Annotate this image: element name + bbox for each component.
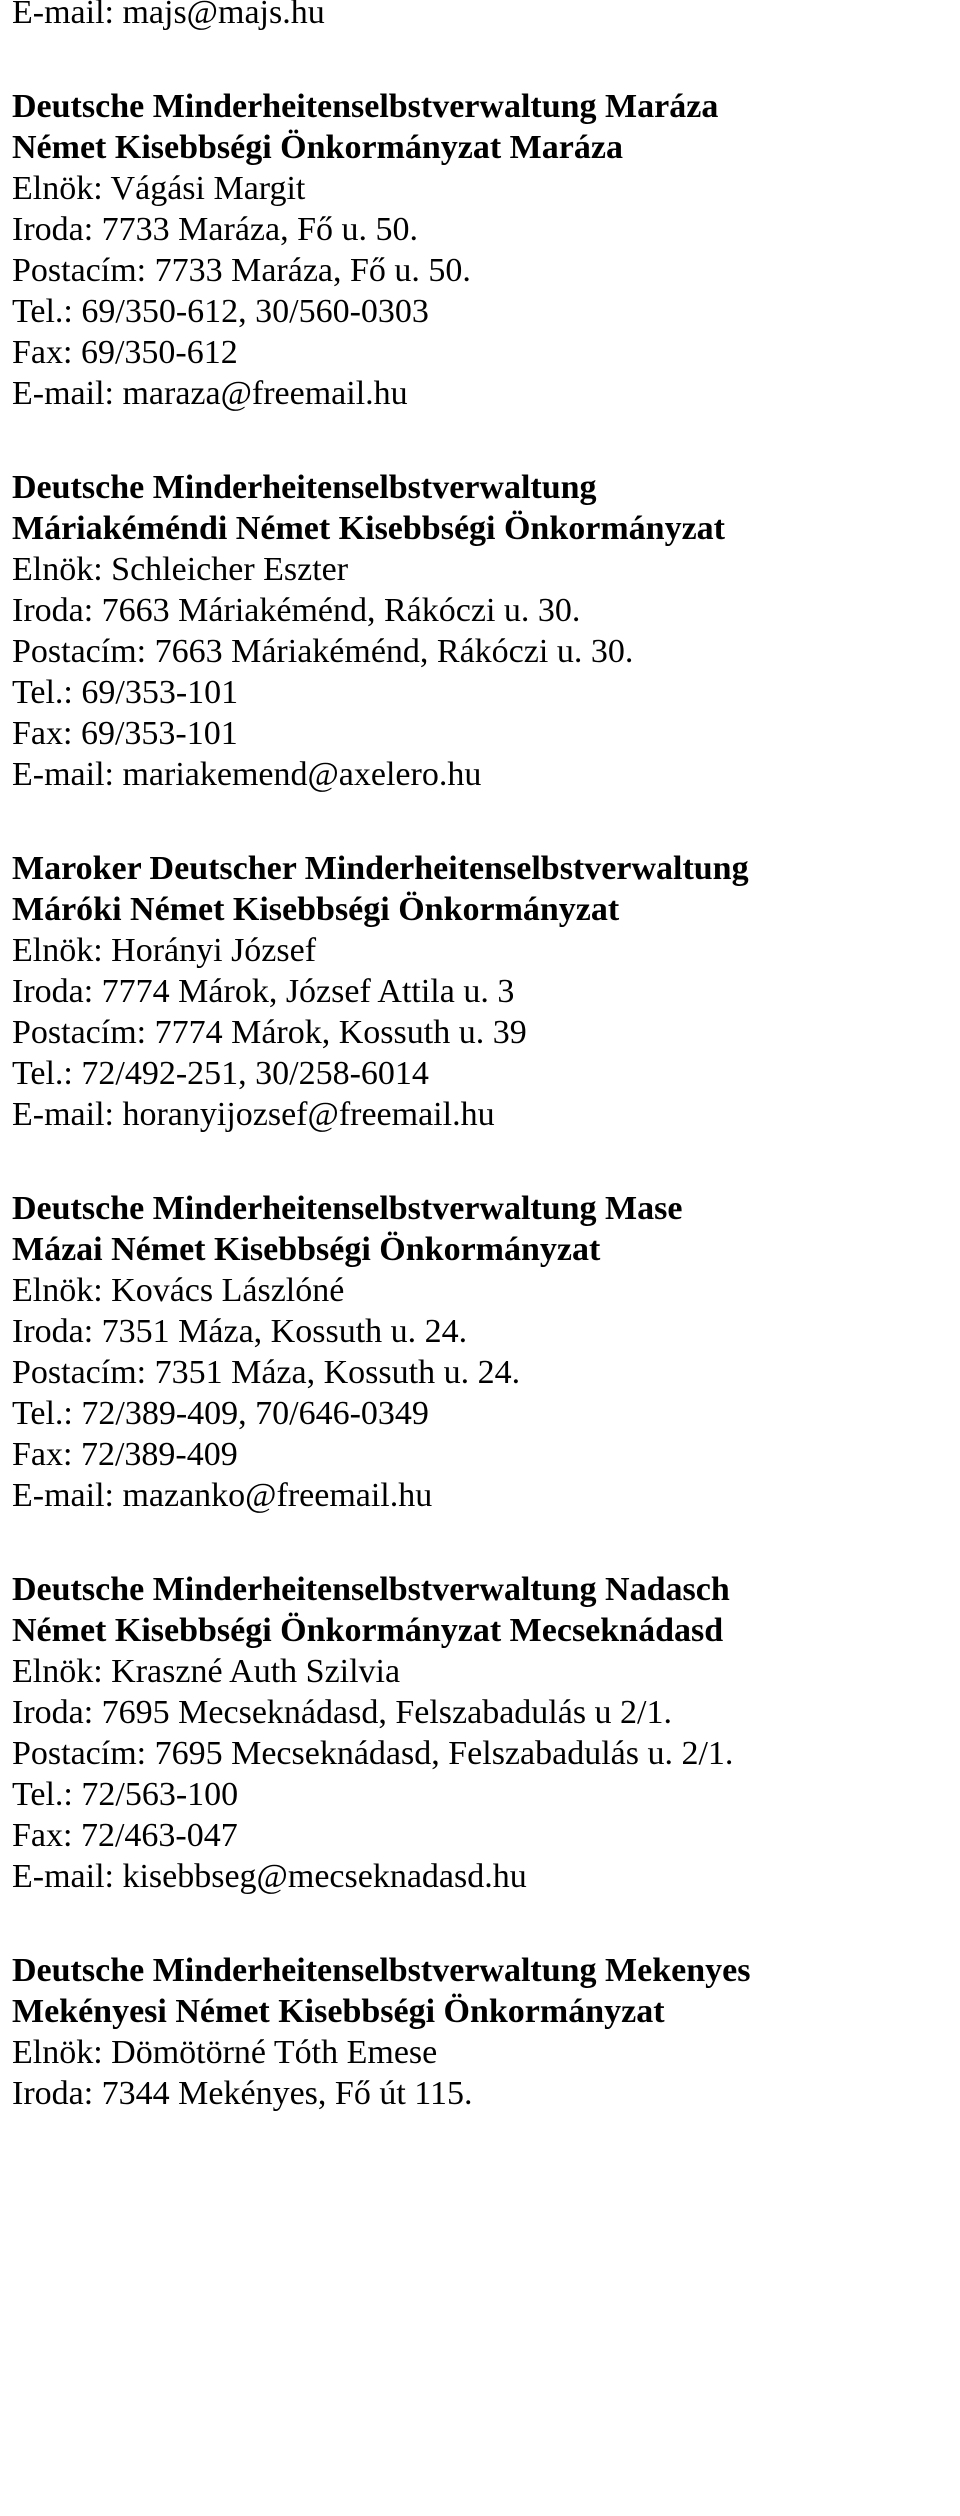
entry-maraza: [12, 87, 952, 415]
section-gap: [12, 34, 952, 87]
section-gap: [12, 796, 952, 849]
entry-line: E-mail: kisebbseg@mecseknadasd.hu: [12, 1858, 527, 1895]
entry-heading: Deutsche Minderheitenselbstverwaltung Nadasch: [12, 1571, 730, 1608]
entry-line: Postacím: 7733 Maráza, Fő u. 50.: [12, 252, 471, 289]
entry-line: Fax: 72/463-047: [12, 1817, 238, 1854]
section-gap: [12, 1898, 952, 1951]
entry-line: Elnök: Kraszné Auth Szilvia: [12, 1653, 401, 1690]
entry-line: Elnök: Vágási Margit: [12, 170, 306, 207]
entry-heading: Német Kisebbségi Önkormányzat Mecseknádasd: [12, 1612, 724, 1649]
entry-line: Postacím: 7774 Márok, Kossuth u. 39: [12, 1014, 527, 1051]
entry-heading: Német Kisebbségi Önkormányzat Maráza: [12, 129, 623, 166]
entry-line: Tel.: 69/350-612, 30/560-0303: [12, 293, 429, 330]
entry-line: Tel.: 72/563-100: [12, 1776, 239, 1813]
entry-line: Iroda: 7344 Mekényes, Fő út 115.: [12, 2075, 473, 2112]
document-page: [12, 0, 952, 2115]
entry-line: E-mail: mariakemend@axelero.hu: [12, 756, 482, 793]
entry-mecseknadasd: [12, 1570, 952, 1898]
entry-line: E-mail: horanyijozsef@freemail.hu: [12, 1096, 495, 1133]
entry-heading: Deutsche Minderheitenselbstverwaltung: [12, 469, 597, 506]
entry-mariakemend: [12, 468, 952, 796]
entry-line: Tel.: 72/492-251, 30/258-6014: [12, 1055, 429, 1092]
entry-heading: Deutsche Minderheitenselbstverwaltung Mekenyes: [12, 1952, 751, 1989]
section-gap: [12, 1517, 952, 1570]
entry-line: Iroda: 7663 Máriakéménd, Rákóczi u. 30.: [12, 592, 581, 629]
entry-line: Elnök: Dömötörné Tóth Emese: [12, 2034, 438, 2071]
entry-heading: Máróki Német Kisebbségi Önkormányzat: [12, 891, 620, 928]
entry-heading: Deutsche Minderheitenselbstverwaltung Maráza: [12, 88, 719, 125]
entry-line: Iroda: 7351 Máza, Kossuth u. 24.: [12, 1313, 468, 1350]
entry-line: Fax: 69/350-612: [12, 334, 238, 371]
entry-line: Elnök: Kovács Lászlóné: [12, 1272, 345, 1309]
entry-mekenyes: [12, 1951, 952, 2115]
entry-line: Tel.: 69/353-101: [12, 674, 239, 711]
entry-line: Postacím: 7663 Máriakéménd, Rákóczi u. 30.: [12, 633, 634, 670]
section-gap: [12, 415, 952, 468]
entry-line: Elnök: Schleicher Eszter: [12, 551, 349, 588]
entry-line: Fax: 69/353-101: [12, 715, 238, 752]
section-gap: [12, 1136, 952, 1189]
entry-marok: [12, 849, 952, 1136]
entry-heading: Deutsche Minderheitenselbstverwaltung Mase: [12, 1190, 683, 1227]
entry-line: E-mail: maraza@freemail.hu: [12, 375, 408, 412]
entry-heading: Mekényesi Német Kisebbségi Önkormányzat: [12, 1993, 665, 2030]
entry-line: Postacím: 7351 Máza, Kossuth u. 24.: [12, 1354, 521, 1391]
entry-line: Tel.: 72/389-409, 70/646-0349: [12, 1395, 429, 1432]
entry-line: Iroda: 7774 Márok, József Attila u. 3: [12, 973, 515, 1010]
entry-heading: Maroker Deutscher Minderheitenselbstverwaltung: [12, 850, 749, 887]
entry-maza: [12, 1189, 952, 1517]
entry-line: Postacím: 7695 Mecseknádasd, Felszabadulás u. 2/1.: [12, 1735, 734, 1772]
top-email-line: E-mail: majs@majs.hu: [12, 0, 325, 31]
entry-line: Fax: 72/389-409: [12, 1436, 238, 1473]
entry-line: Elnök: Horányi József: [12, 932, 317, 969]
entry-heading: Máriakéméndi Német Kisebbségi Önkormányzat: [12, 510, 725, 547]
entry-line: Iroda: 7695 Mecseknádasd, Felszabadulás u 2/1.: [12, 1694, 672, 1731]
entry-heading: Mázai Német Kisebbségi Önkormányzat: [12, 1231, 601, 1268]
entry-line: E-mail: mazanko@freemail.hu: [12, 1477, 433, 1514]
entry-line: Iroda: 7733 Maráza, Fő u. 50.: [12, 211, 419, 248]
